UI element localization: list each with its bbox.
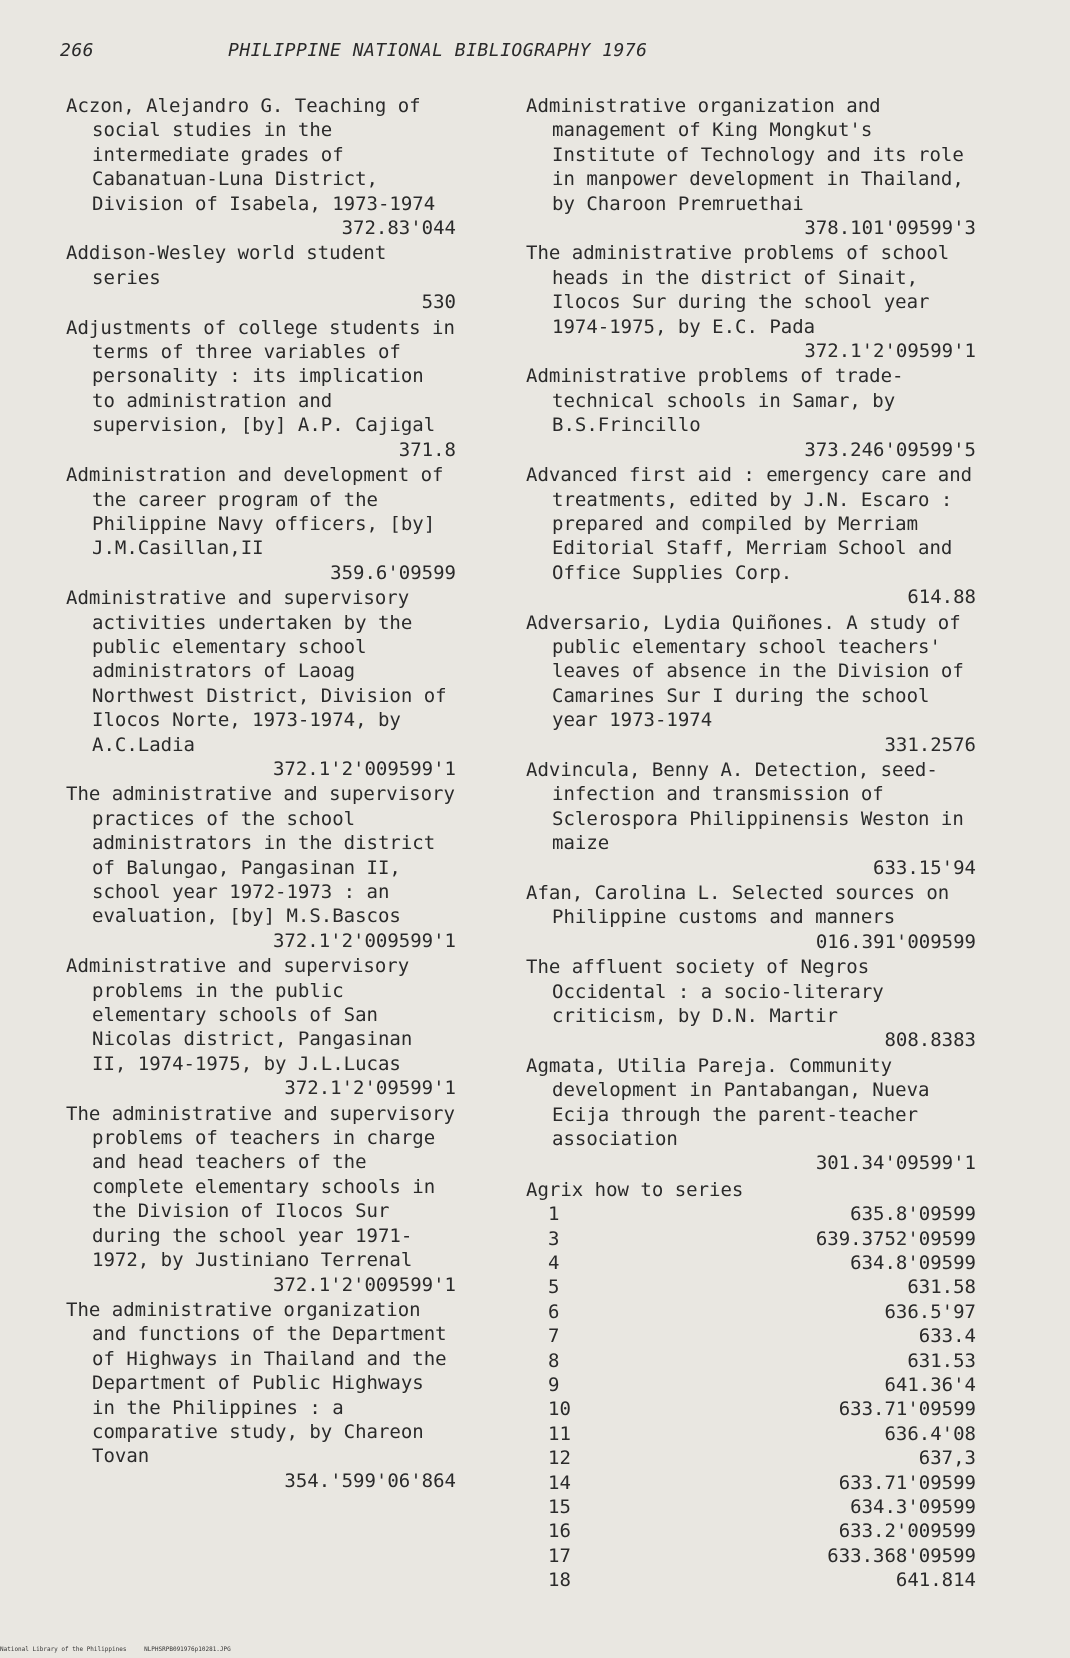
series-item: 11 636.4'08	[548, 1422, 976, 1445]
page-number: 266	[60, 40, 95, 61]
bib-entry: The affluent society of Negros Occidental : a socio-literary criticism, by D.N. Martir 808.8383	[526, 956, 976, 1052]
series-item: 9 641.36'4	[548, 1374, 976, 1397]
right-column	[526, 94, 976, 1593]
call-number: 016.391'009599	[815, 930, 976, 953]
bib-entry: Adversario, Lydia Quiñones. A study of public elementary school teachers' leaves of absence in the Division of Camarines Sur I during the school year 1973-1974 331.2576	[526, 611, 976, 756]
series-item: 4 634.8'09599	[548, 1252, 976, 1275]
bib-entry: Afan, Carolina L. Selected sources on Philippine customs and manners 016.391'009599	[526, 882, 976, 953]
series-item: 8 631.53	[548, 1349, 976, 1372]
bib-entry: The administrative and supervisory problems of teachers in charge and head teachers of the complete elementary schools in the Division of Ilocos Sur during the school year 1971-1972, by Justiniano Terrenal 372.1'2'009599'1	[66, 1102, 456, 1296]
call-number: 373.246'09599'5	[804, 438, 976, 461]
call-number: 633.15'94	[873, 856, 976, 879]
bib-entry: Adjustments of college students in terms of three variables of personality : its implication to administration and supervision, [by] A.P. Cajigal 371.8	[66, 316, 456, 461]
series-list	[526, 1202, 976, 1592]
series-heading: Agrix how to series	[526, 1178, 744, 1201]
series-item: 17 633.368'09599	[548, 1544, 976, 1567]
call-number: 372.1'2'09599'1	[804, 340, 976, 363]
bib-entry: Administrative organization and management of King Mongkut's Institute of Technology and its role in manpower development in Thailand, by Charoon Premruethai 378.101'09599'3	[526, 95, 976, 240]
call-number: 331.2576	[884, 733, 976, 756]
call-number: 372.1'2'009599'1	[272, 929, 456, 952]
call-number: 530	[421, 291, 456, 314]
series-item: 1 635.8'09599	[548, 1203, 976, 1226]
call-number: 372.1'2'009599'1	[272, 757, 456, 780]
call-number: 301.34'09599'1	[815, 1152, 976, 1175]
bib-entry: Aczon, Alejandro G. Teaching of social studies in the intermediate grades of Cabanatuan-Luna District, Division of Isabela, 1973-1974 372.83'044	[66, 95, 456, 240]
series-item: 14 633.71'09599	[548, 1471, 976, 1494]
bib-entry: The administrative and supervisory practices of the school administrators in the district of Balungao, Pangasinan II, school year 1972-1973 : an evaluation, [by] M.S.Bascos 372.1'2'009599'1	[66, 783, 456, 952]
footer-filename: NLPHSRPB091976p10281.JPG	[144, 1646, 231, 1653]
bib-entry: Administration and development of the career program of the Philippine Navy officers, [by] J.M.Casillan,II 359.6'09599	[66, 464, 456, 584]
series-item: 5 631.58	[548, 1276, 976, 1299]
page-title: PHILIPPINE NATIONAL BIBLIOGRAPHY 1976	[228, 40, 648, 61]
scan-footer	[0, 1646, 245, 1653]
call-number: 371.8	[398, 438, 456, 461]
bib-entry: Advanced first aid : emergency care and treatments, edited by J.N. Escaro : prepared and compiled by Merriam Editorial Staff, Merriam School and Office Supplies Corp. 614.88	[526, 464, 976, 609]
bib-entry: Administrative and supervisory problems in the public elementary schools of San Nicolas district, Pangasinan II, 1974-1975, by J.L.Lucas 372.1'2'09599'1	[66, 955, 456, 1100]
series-item: 3 639.3752'09599	[548, 1227, 976, 1250]
bib-entry: The administrative organization and functions of the Department of Highways in Thailand and the Department of Public Highways in the Philippines : a comparative study, by Chareon Tovan 354.'599'06'864	[66, 1298, 456, 1492]
bib-entry: Agmata, Utilia Pareja. Community development in Pantabangan, Nueva Ecija through the parent-teacher association 301.34'09599'1	[526, 1054, 976, 1175]
series-item: 18 641.814	[548, 1569, 976, 1592]
bib-entry: Administrative and supervisory activities undertaken by the public elementary school administrators of Laoag Northwest District, Division of Ilocos Norte, 1973-1974, by A.C.Ladia 372.1'2'009599'1	[66, 587, 456, 780]
footer-library: National Library of the Philippines	[0, 1646, 127, 1653]
bib-entry: Addison-Wesley world student series 530	[66, 242, 456, 314]
bib-entry: Advincula, Benny A. Detection, seed-infection and transmission of Sclerospora Philippinensis Weston in maize 633.15'94	[526, 758, 976, 879]
call-number: 808.8383	[884, 1029, 976, 1052]
series-item: 7 633.4	[548, 1325, 976, 1348]
call-number: 614.88	[907, 586, 976, 609]
series-item: 6 636.5'97	[548, 1300, 976, 1323]
call-number: 359.6'09599	[330, 561, 456, 584]
series-item: 15 634.3'09599	[548, 1495, 976, 1518]
series-item: 16 633.2'009599	[548, 1520, 976, 1543]
call-number: 372.1'2'09599'1	[284, 1077, 456, 1100]
bib-entry: Administrative problems of trade-technical schools in Samar, by B.S.Frincillo 373.246'09599'5	[526, 365, 976, 461]
series-item: 10 633.71'09599	[548, 1398, 976, 1421]
call-number: 354.'599'06'864	[284, 1469, 456, 1492]
left-column	[66, 94, 456, 1494]
call-number: 372.1'2'009599'1	[272, 1273, 456, 1296]
call-number: 372.83'044	[341, 217, 456, 240]
series-item: 12 637,3	[548, 1447, 976, 1470]
call-number: 378.101'09599'3	[804, 217, 976, 240]
bib-entry: The administrative problems of school heads in the district of Sinait, Ilocos Sur during the school year 1974-1975, by E.C. Pada 372.1'2'09599'1	[526, 242, 976, 363]
